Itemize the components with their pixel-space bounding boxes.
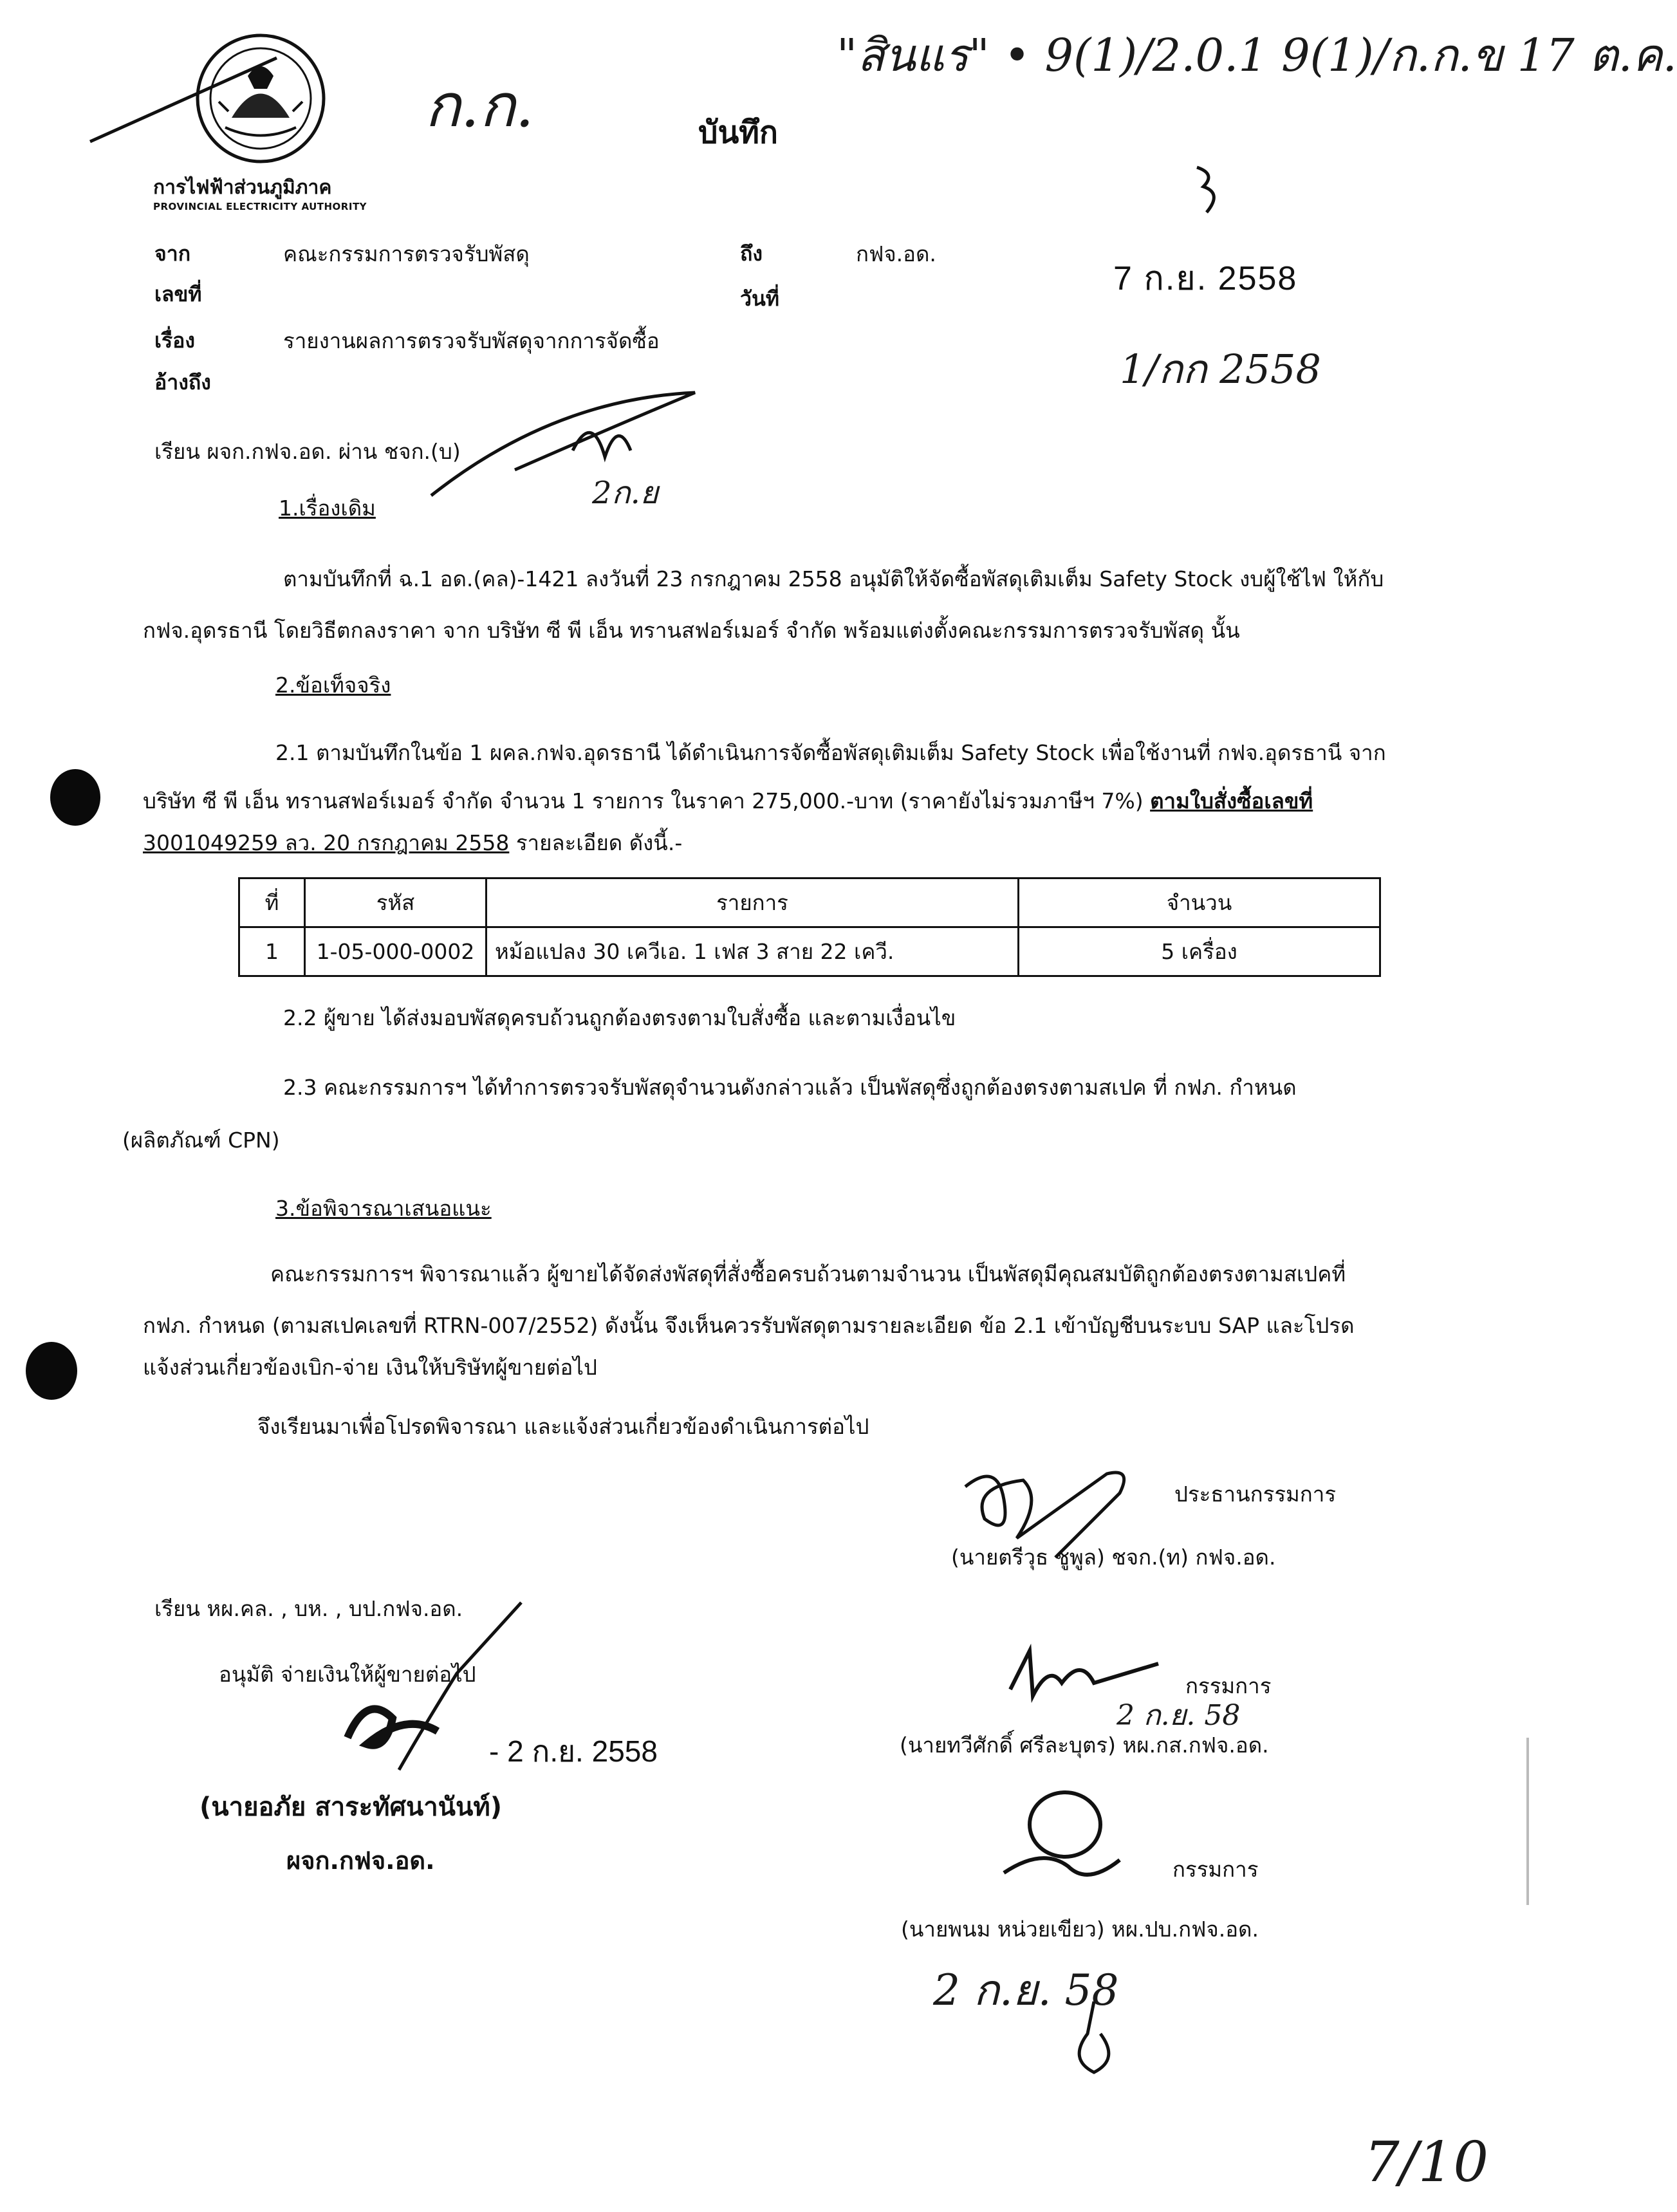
member2-initial [1062, 1995, 1126, 2079]
date-label: วันที่ [740, 286, 779, 311]
table-row [239, 927, 1380, 976]
punch-hole-mark [50, 769, 100, 826]
section3-heading: 3.ข้อพิจารณาเสนอแนะ [275, 1196, 492, 1221]
memo-title: บันทึก [698, 115, 778, 151]
chair-role: ประธานกรรมการ [1174, 1482, 1337, 1507]
member2-hw-date: 2 ก.ย. 58 [933, 1966, 1119, 2015]
subject-value: รายงานผลการตรวจรับพัสดุจากการจัดซื้อ [283, 328, 660, 353]
number-label: เลขที่ [154, 282, 202, 306]
col-code: รหัส [305, 878, 486, 927]
approver-position: ผจก.กฟจ.อด. [286, 1846, 435, 1875]
section2-1-line2-text: บริษัท ซี พี เอ็น ทรานสฟอร์เมอร์ จำกัด จำนวน 1 รายการ ในราคา 275,000.-บาท (ราคายังไม่รวมภาษีฯ 7%) [143, 788, 1151, 813]
member2-role: กรรมการ [1172, 1857, 1259, 1882]
approval-stamp-date: - 2 ก.ย. 2558 [489, 1734, 658, 1768]
section2-1-line1: 2.1 ตามบันทึกในข้อ 1 ผคล.กฟจ.อุดรธานี ได้ดำเนินการจัดซื้อพัสดุเติมเต็ม Safety Stock เพื่อใช้งานที่ กฟจ.อุดรธานี จาก [275, 740, 1386, 765]
section2-3-line2: (ผลิตภัณฑ์ CPN) [122, 1128, 280, 1153]
cell-item: หม้อแปลง 30 เควีเอ. 1 เฟส 3 สาย 22 เควี. [486, 927, 1019, 976]
handwritten-note: 2ก.ย [592, 475, 658, 511]
stamp-date: 7 ก.ย. 2558 [1113, 260, 1298, 297]
section2-1-line2 [143, 788, 1313, 814]
section2-3-line1: 2.3 คณะกรรมการฯ ได้ทำการตรวจรับพัสดุจำนวนดังกล่าวแล้ว เป็นพัสดุซึ่งถูกต้องตรงตามสเปค ที่ กฟภ. กำหนด [283, 1075, 1297, 1100]
section3-line1: คณะกรรมการฯ พิจารณาแล้ว ผู้ขายได้จัดส่งพัสดุที่สั่งซื้อครบถ้วนตามจำนวน เป็นพัสดุมีคุณสมบัติถูกต้องตรงตามสเปคที่ [270, 1261, 1346, 1287]
handwritten-top-right: "สินแร" • 9(1)/2.0.1 9(1)/ก.ก.ข 17 ต.ค. [837, 29, 1677, 82]
section3-line2: กฟภ. กำหนด (ตามสเปคเลขที่ RTRN-007/2552) ดังนั้น จึงเห็นควรรับพัสดุตามรายละเอียด ข้อ 2.1 เข้าบัญชีบนระบบ SAP และโปรด [143, 1313, 1355, 1338]
member1-hw-date: 2 ก.ย. 58 [1116, 1699, 1241, 1732]
ref-label: อ้างถึง [154, 370, 211, 395]
pen-stroke-top [84, 45, 290, 148]
member1-role: กรรมการ [1185, 1673, 1272, 1698]
section1-heading: 1.เรื่องเดิม [279, 496, 376, 521]
to-value: กฟจ.อด. [856, 241, 936, 266]
to-label: ถึง [740, 241, 763, 266]
org-name-thai: การไฟฟ้าส่วนภูมิภาค [153, 176, 332, 199]
edge-stray-mark [1526, 1738, 1529, 1905]
purchase-order-label: ตามใบสั่งซื้อเลขที่ [1150, 788, 1313, 813]
cell-qty: 5 เครื่อง [1019, 927, 1380, 976]
member2-signature [991, 1783, 1139, 1892]
member2-name: (นายพนม หน่วยเขียว) หผ.ปบ.กฟจ.อด. [901, 1917, 1259, 1942]
details-intro: รายละเอียด ดังนี้.- [509, 830, 683, 855]
salutation: เรียน ผจก.กฟจ.อด. ผ่าน ชจก.(บ) [154, 439, 461, 464]
purchase-order-ref: 3001049259 ลว. 20 กรกฎาคม 2558 [143, 830, 510, 855]
punch-hole-mark [26, 1342, 77, 1400]
approval-to-line: เรียน หผ.คล. , บห. , บป.กฟจ.อด. [154, 1596, 463, 1621]
approval-scribble-top [425, 373, 708, 502]
closing-line: จึงเรียนมาเพื่อโปรดพิจารณา และแจ้งส่วนเกี่ยวข้องดำเนินการต่อไป [257, 1414, 869, 1439]
member1-name: (นายทวีศักดิ์ ศรีละบุตร) หผ.กส.กฟจ.อด. [900, 1733, 1269, 1758]
col-no: ที่ [239, 878, 305, 927]
handwritten-top-left: ก.ก. [425, 71, 534, 140]
section1-line1: ตามบันทึกที่ ฉ.1 อด.(คล)-1421 ลงวันที่ 23 กรกฎาคม 2558 อนุมัติให้จัดซื้อพัสดุเติมเต็ม Safety Stock งบผู้ใช้ไฟ ให้กับ [283, 566, 1384, 591]
cell-code: 1-05-000-0002 [305, 927, 486, 976]
section2-2: 2.2 ผู้ขาย ได้ส่งมอบพัสดุครบถ้วนถูกต้องตรงตามใบสั่งซื้อ และตามเงื่อนไข [283, 1005, 956, 1030]
items-table [238, 877, 1381, 977]
col-qty: จำนวน [1019, 878, 1380, 927]
approval-line: อนุมัติ จ่ายเงินให้ผู้ขายต่อไป [219, 1662, 476, 1687]
section2-1-line3 [143, 830, 682, 856]
handwritten-date: 1/กก 2558 [1120, 346, 1321, 393]
col-item: รายการ [486, 878, 1019, 927]
subject-label: เรื่อง [154, 328, 195, 353]
section2-heading: 2.ข้อเท็จจริง [275, 673, 391, 698]
section3-line3: แจ้งส่วนเกี่ยวข้องเบิก-จ่าย เงินให้บริษัทผู้ขายต่อไป [143, 1355, 597, 1380]
chair-name: (นายตรีวุธ ชูพูล) ชจก.(ท) กฟจ.อด. [951, 1545, 1276, 1570]
items-table-header [239, 878, 1380, 927]
page-number: 7/10 [1364, 2130, 1489, 2195]
cell-no: 1 [239, 927, 305, 976]
org-name-english: PROVINCIAL ELECTRICITY AUTHORITY [153, 201, 367, 212]
from-label: จาก [154, 241, 191, 266]
from-value: คณะกรรมการตรวจรับพัสดุ [283, 241, 530, 266]
approver-name: (นายอภัย สาระทัศนานันท์) [199, 1792, 503, 1822]
handwritten-initial-mark [1184, 161, 1236, 219]
section1-line2: กฟจ.อุดรธานี โดยวิธีตกลงราคา จาก บริษัท ซี พี เอ็น ทรานสฟอร์เมอร์ จำกัด พร้อมแต่งตั้งคณะกรรมการตรวจรับพัสดุ นั้น [143, 618, 1240, 643]
